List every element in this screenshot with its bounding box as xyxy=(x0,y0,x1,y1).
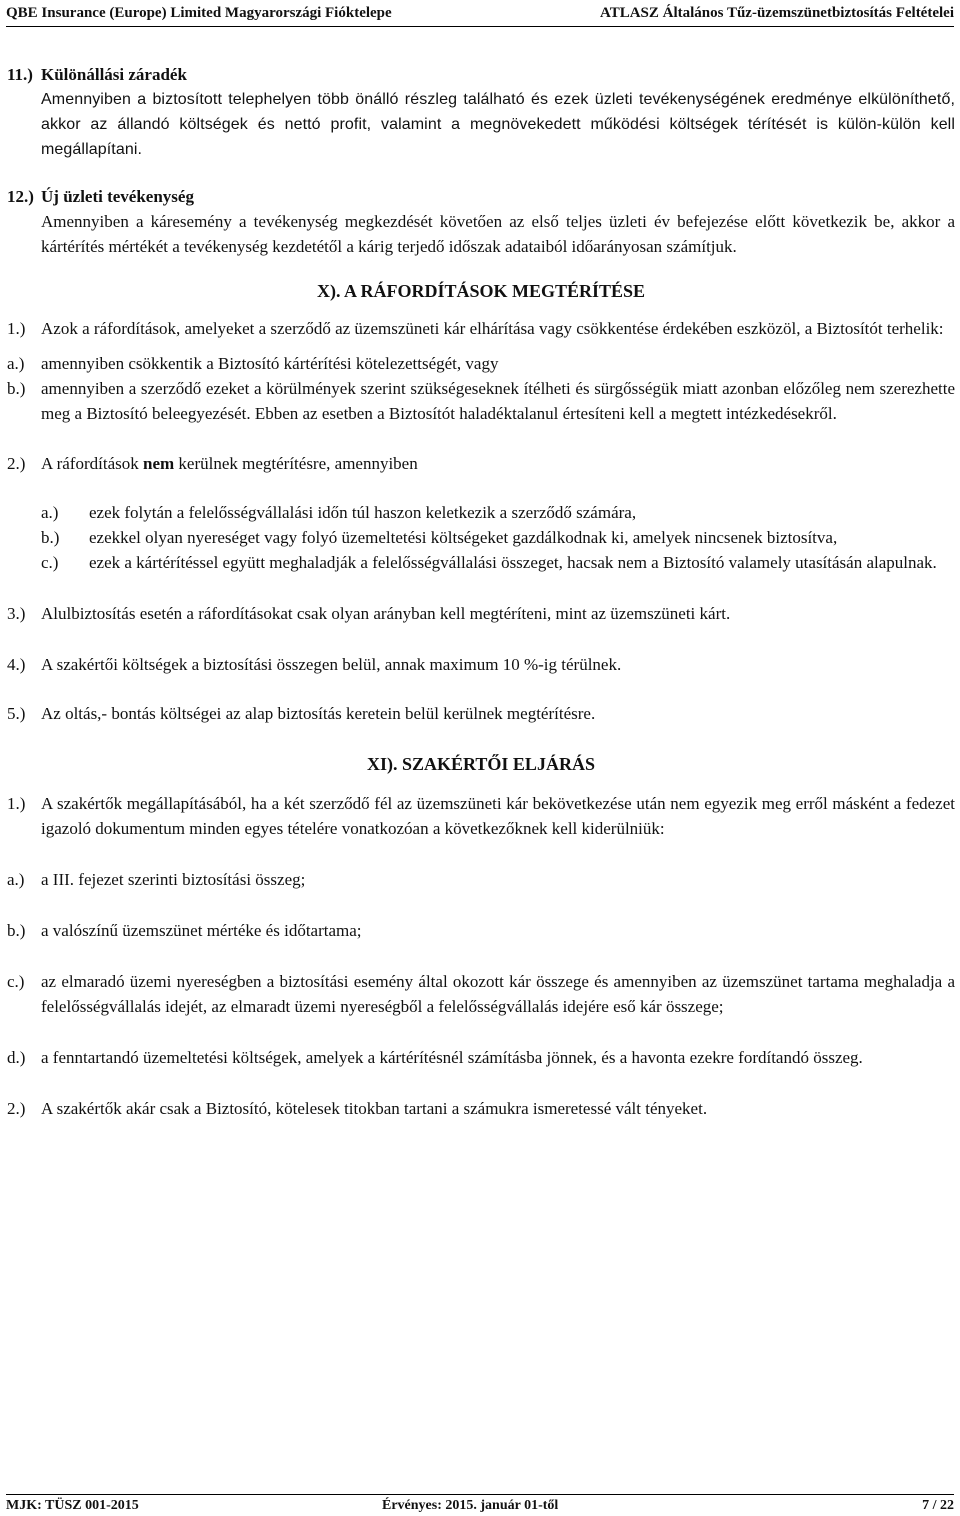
ch10-item-1 xyxy=(7,316,955,341)
ch10-item-1b-text: amennyiben a szerződő ezeket a körülmények szerint szükségeseknek ítélheti és sürgősségük miatt azonban előzőleg nem szerezhette meg a Biztosító beleegyezését. Ebben az esetben a Biztosítót haladéktalanul értesíteni kell a megtett intézkedésekről. xyxy=(41,379,955,423)
ch10-item-2-pre: A ráfordítások xyxy=(41,454,143,473)
ch10-item-3-number: 3.) xyxy=(7,604,26,623)
chapter-10-title: X). A RÁFORDÍTÁSOK MEGTÉRÍTÉSE xyxy=(316,281,646,301)
section-11-title: Különállási záradék xyxy=(41,65,187,84)
page-header xyxy=(6,0,954,27)
ch10-item-2a-text: ezek folytán a felelősségvállalási időn túl haszon keletkezik a szerződő számára, xyxy=(89,503,637,522)
ch10-item-2c-text: ezek a kártérítéssel együtt meghaladják a felelősségvállalási összeget, hacsak nem a Biztosító valamely utasításán alapulnak. xyxy=(89,553,937,572)
ch10-item-5-text: Az oltás,- bontás költségei az alap biztosítás keretein belül kerülnek megtérítésre. xyxy=(41,704,596,723)
ch10-item-2 xyxy=(7,451,955,476)
ch10-item-2-number: 2.) xyxy=(7,454,26,473)
ch10-item-2a-number: a.) xyxy=(41,503,59,522)
ch10-item-2c xyxy=(41,550,955,575)
ch10-item-2a xyxy=(41,500,955,525)
ch11-item-b-text: a valószínű üzemszünet mértéke és időtartama; xyxy=(41,921,362,940)
ch11-item-2-text: A szakértők akár csak a Biztosító, kötelesek titokban tartani a számukra ismeretessé vált tényeket. xyxy=(41,1099,708,1118)
footer-page-number: 7 / 22 xyxy=(922,1498,954,1513)
ch10-item-3 xyxy=(7,601,955,626)
ch10-item-2b-number: b.) xyxy=(41,528,60,547)
section-11-heading xyxy=(7,62,955,87)
ch11-item-1-number: 1.) xyxy=(7,794,26,813)
ch10-item-4-text: A szakértői költségek a biztosítási összegen belül, annak maximum 10 %-ig térülnek. xyxy=(41,655,622,674)
ch10-item-1a-text: amennyiben csökkentik a Biztosító kártérítési kötelezettségét, vagy xyxy=(41,354,499,373)
ch11-item-1-text: A szakértők megállapításából, ha a két szerződő fél az üzemszüneti kár bekövetkezése után nem egyezik meg erről másként a fedezet igazoló dokumentum minden egyes tételére vonatkozóan a következőknek kell kiderülniük: xyxy=(41,794,955,838)
ch11-item-2 xyxy=(7,1096,955,1121)
section-12-heading xyxy=(7,184,955,209)
ch11-item-a-number: a.) xyxy=(7,870,25,889)
ch10-item-1b xyxy=(7,376,955,426)
ch10-item-2-bold: nem xyxy=(142,454,175,473)
ch11-item-1 xyxy=(7,791,955,841)
ch10-item-2c-number: c.) xyxy=(41,553,59,572)
ch10-item-4 xyxy=(7,652,955,677)
header-left: QBE Insurance (Europe) Limited Magyarországi Fióktelepe xyxy=(6,4,392,21)
ch10-item-5 xyxy=(7,701,955,726)
ch11-item-c-number: c.) xyxy=(7,972,25,991)
footer-validity: Érvényes: 2015. január 01-től xyxy=(382,1498,559,1513)
ch10-item-3-text: Alulbiztosítás esetén a ráfordításokat csak olyan arányban kell megtéríteni, mint az üzemszüneti kárt. xyxy=(41,604,731,623)
ch10-item-2b-text: ezekkel olyan nyereséget vagy folyó üzemeltetési költségeket gazdálkodnak ki, amelyek nincsenek biztosítva, xyxy=(89,528,838,547)
ch11-item-b-number: b.) xyxy=(7,921,26,940)
header-right: ATLASZ Általános Tűz-üzemszünetbiztosítás Feltételei xyxy=(599,4,954,21)
ch11-item-c-text: az elmaradó üzemi nyereségben a biztosítási esemény által okozott kár összege és amennyiben az üzemszünet tartama meghaladja a felelősségvállalás idejét, az elmaradt üzemi nyereségből a felelősségvállalás idejére eső kár összege; xyxy=(41,972,955,1016)
section-12-title: Új üzleti tevékenység xyxy=(41,187,194,206)
ch10-item-2b xyxy=(41,525,955,550)
ch10-item-4-number: 4.) xyxy=(7,655,26,674)
document-body xyxy=(7,62,955,1121)
chapter-11-title: XI). SZAKÉRTŐI ELJÁRÁS xyxy=(367,754,595,774)
ch11-item-2-number: 2.) xyxy=(7,1099,26,1118)
ch11-item-d xyxy=(7,1045,955,1070)
ch10-item-2-post: kerülnek megtérítésre, amennyiben xyxy=(174,454,418,473)
ch10-item-1b-number: b.) xyxy=(7,379,26,398)
ch11-item-d-number: d.) xyxy=(7,1048,26,1067)
ch10-item-1-text: Azok a ráfordítások, amelyeket a szerződő az üzemszüneti kár elhárítása vagy csökkentése érdekében eszközöl, a Biztosítót terhelik: xyxy=(41,319,944,338)
ch10-item-1a xyxy=(7,351,955,376)
ch11-item-c xyxy=(7,969,955,1019)
ch10-item-1-number: 1.) xyxy=(7,319,26,338)
ch11-item-d-text: a fenntartandó üzemeltetési költségek, amelyek a kártérítésnél számításba jönnek, és a havonta ezekre fordítandó összeg. xyxy=(41,1048,863,1067)
section-11-body: Amennyiben a biztosított telephelyen több önálló részleg található és ezek üzleti tevékenységének eredménye elkülöníthető, akkor az állandó költségek és nettó profit, valamint a megnövekedett működési költségek térítését is külön-külön kell megállapítani. xyxy=(41,91,955,158)
page-footer xyxy=(6,1494,954,1515)
ch11-item-a xyxy=(7,867,955,892)
section-11-number: 11.) xyxy=(7,65,33,84)
ch10-item-1a-number: a.) xyxy=(7,354,25,373)
ch10-item-5-number: 5.) xyxy=(7,704,26,723)
footer-doc-code: MJK: TÜSZ 001-2015 xyxy=(6,1498,139,1513)
section-12-number: 12.) xyxy=(7,187,34,206)
section-12-body: Amennyiben a káresemény a tevékenység megkezdését követően az első teljes üzleti év befejezése előtt következik be, akkor a kártérítés mértékét a tevékenység kezdetétől a kárig terjedő időszak adataiból időarányosan számítjuk. xyxy=(41,212,955,256)
ch11-item-b xyxy=(7,918,955,943)
ch10-item-2-text xyxy=(41,451,955,476)
ch11-item-a-text: a III. fejezet szerinti biztosítási összeg; xyxy=(41,870,306,889)
